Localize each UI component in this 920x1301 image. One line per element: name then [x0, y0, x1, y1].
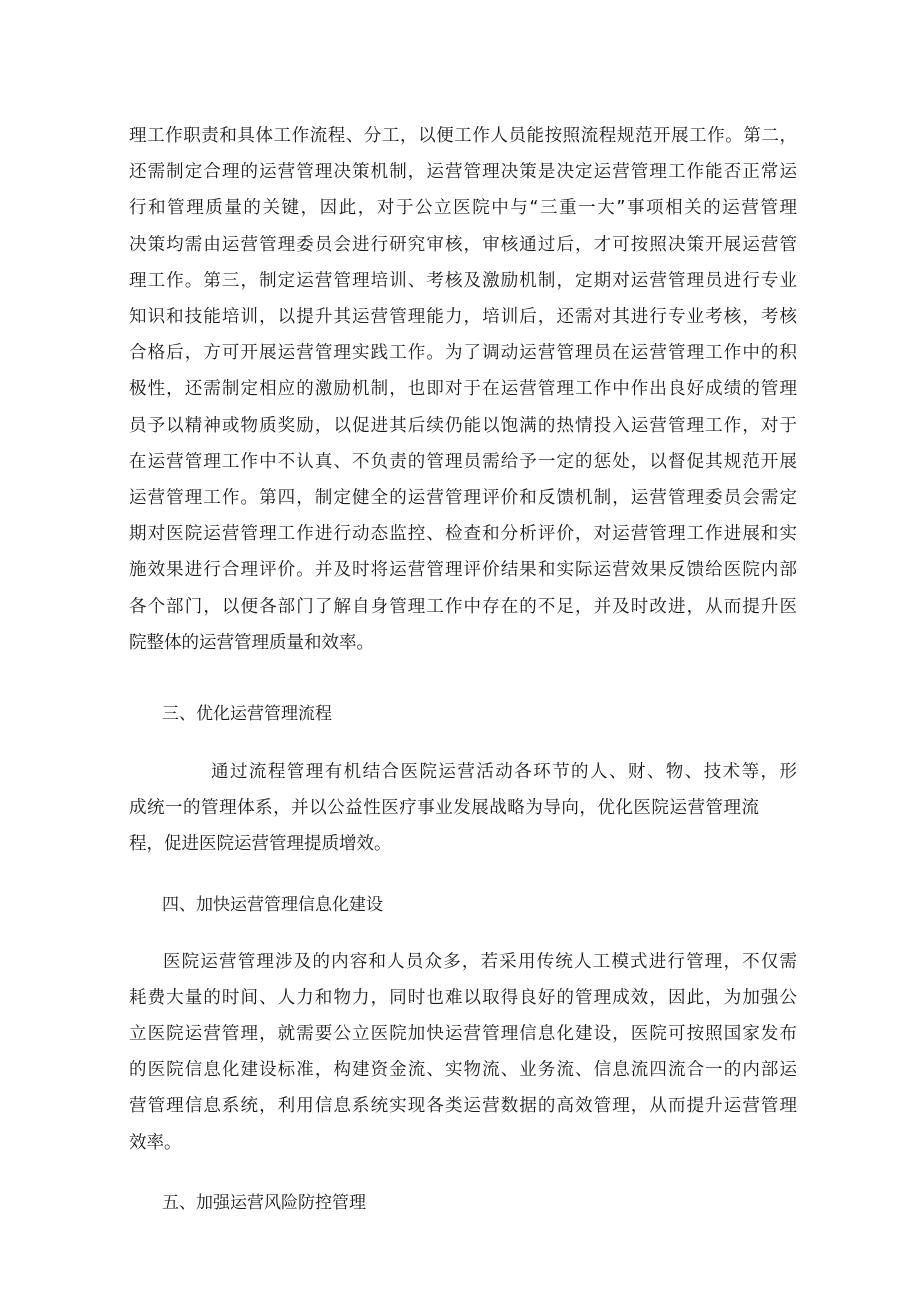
text-line: 效率。: [129, 1132, 182, 1153]
text-line: 理工作。第三，制定运营管理培训、考核及激励机制，定期对运营管理员进行专业: [129, 270, 797, 291]
text-line: 营管理信息系统，利用信息系统实现各类运营数据的高效管理，从而提升运营管理: [129, 1096, 797, 1117]
section-heading-optimize-process: 三、优化运营管理流程: [162, 704, 332, 725]
paragraph-management-mechanisms: [129, 118, 797, 661]
paragraph-optimize-process: [129, 754, 797, 863]
text-line: 耗费大量的时间、人力和物力，同时也难以取得良好的管理成效，因此，为加强公: [129, 987, 797, 1008]
text-line: 理工作职责和具体工作流程、分工，以便工作人员能按照流程规范开展工作。第二，: [129, 126, 797, 146]
text-line: 极性，还需制定相应的激励机制，也即对于在运营管理工作中作出良好成绩的管理: [129, 379, 797, 400]
text-line: 的医院信息化建设标准，构建资金流、实物流、业务流、信息流四流合一的内部运: [129, 1060, 797, 1081]
text-line: 还需制定合理的运营管理决策机制，运营管理决策是决定运营管理工作能否正常运: [129, 162, 797, 183]
text-line: 在运营管理工作中不认真、不负责的管理员需给予一定的惩处，以督促其规范开展: [129, 451, 797, 472]
text-line: 立医院运营管理，就需要公立医院加快运营管理信息化建设，医院可按照国家发布: [129, 1024, 797, 1045]
text-line: 运营管理工作。第四，制定健全的运营管理评价和反馈机制，运营管理委员会需定: [129, 488, 797, 509]
text-line: 通过流程管理有机结合医院运营活动各环节的人、财、物、技术等，形: [211, 762, 797, 783]
document-body: [129, 118, 797, 1221]
section-heading-informatization: 四、加快运营管理信息化建设: [162, 894, 383, 915]
text-line: 院整体的运营管理质量和效率。: [129, 632, 374, 653]
text-line: 员予以精神或物质奖励，以促进其后续仍能以饱满的热情投入运营管理工作，对于: [129, 415, 797, 436]
text-line: 合格后，方可开展运营管理实践工作。为了调动运营管理员在运营管理工作中的积: [129, 343, 797, 364]
text-line: 各个部门，以便各部门了解自身管理工作中存在的不足，并及时改进，从而提升医: [129, 596, 797, 617]
section-heading-risk-control: 五、加强运营风险防控管理: [162, 1192, 366, 1213]
text-line: 医院运营管理涉及的内容和人员众多，若采用传统人工模式进行管理，不仅需: [163, 951, 797, 972]
text-line: 决策均需由运营管理委员会进行研究审核，审核通过后，才可按照决策开展运营管: [129, 234, 797, 255]
text-line: 知识和技能培训，以提升其运营管理能力，培训后，还需对其进行专业考核，考核: [129, 307, 797, 328]
text-line: 施效果进行合理评价。并及时将运营管理评价结果和实际运营效果反馈给医院内部: [129, 560, 797, 581]
text-line: 程，促进医院运营管理提质增效。: [129, 834, 392, 855]
text-line: 期对医院运营管理工作进行动态监控、检查和分析评价，对运营管理工作进展和实: [129, 524, 797, 545]
paragraph-informatization: [129, 944, 797, 1161]
text-line: 成统一的管理体系，并以公益性医疗事业发展战略为导向，优化医院运营管理流: [129, 798, 759, 819]
text-line: 行和管理质量的关键，因此，对于公立医院中与“三重一大”事项相关的运营管理: [129, 198, 797, 219]
